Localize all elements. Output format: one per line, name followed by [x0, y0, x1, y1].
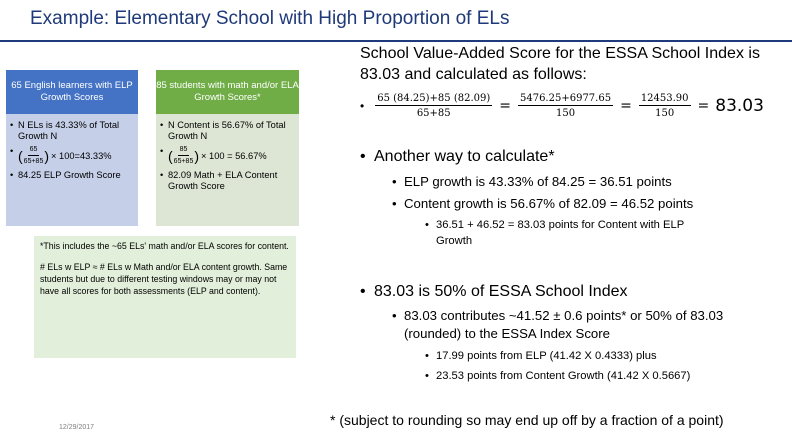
equals-sign: =: [499, 98, 511, 114]
rounding-footnote: * (subject to rounding so may end up off by a fraction of a point): [330, 412, 724, 428]
formula-3-numerator: 12453.90: [640, 93, 689, 104]
formula-result: 83.03: [715, 96, 764, 116]
el-share-item: • N ELs is 43.33% of Total Growth N: [10, 120, 134, 143]
content-score-item: • 82.09 Math + ELA Content Growth Score: [160, 170, 295, 193]
score-formula: [360, 92, 764, 120]
formula-fraction-3: [639, 93, 691, 119]
formula-2-numerator: 5476.25+6977.65: [519, 93, 612, 104]
note-paragraph-1: *This includes the ~65 ELs' math and/or ELA scores for content.: [40, 241, 289, 251]
elp-points-line: • 17.99 points from ELP (41.42 X 0.4333) plus: [436, 350, 657, 362]
sum-line-1: • 36.51 + 46.52 = 83.03 points for Content with ELP: [436, 219, 684, 231]
contribution-line-1: • 83.03 contributes ~41.52 ± 0.6 points* or 50% of 83.03: [404, 308, 723, 323]
formula-bullet: •: [360, 99, 365, 113]
content-fraction-item: • ( $\frac{85}{65+85}$ ) × 100 = 56.67%: [160, 146, 295, 167]
content-frac-result: × 100 = 56.67%: [201, 150, 267, 161]
sum-line-2: Growth: [436, 235, 473, 247]
intro-text: School Value-Added Score for the ESSA School Index is 83.03 and calculated as follows:: [360, 45, 760, 83]
content-frac-den: 65+85: [173, 158, 194, 166]
formula-3-denominator: 150: [655, 108, 675, 119]
content-share-item: • N Content is 56.67% of Total Growth N: [160, 120, 295, 143]
percent-heading: • 83.03 is 50% of ESSA School Index: [374, 283, 628, 301]
slide-title: Example: Elementary School with High Proportion of ELs: [30, 8, 510, 29]
el-frac-result: × 100=43.33%: [51, 150, 112, 161]
equals-sign: =: [697, 98, 710, 114]
contribution-line-2: (rounded) to the ESSA Index Score: [404, 326, 610, 341]
content-card-body: [156, 114, 299, 226]
formula-fraction-2: [518, 93, 613, 119]
formula-1-denominator: 65+85: [416, 108, 451, 119]
formula-1-numerator: 65 (84.25)+85 (82.09): [377, 93, 491, 104]
el-frac-num: 65: [28, 146, 40, 157]
note-paragraph-2: # ELs w ELP ≈ # ELs w Math and/or ELA content growth. Same students but due to different testing windows may or may not have all scores for both assessments (ELP and content).: [40, 261, 288, 296]
elp-score-item: • 84.25 ELP Growth Score: [10, 170, 134, 181]
content-frac-num: 85: [178, 146, 190, 157]
elp-growth-line: • ELP growth is 43.33% of 84.25 = 36.51 points: [404, 174, 672, 189]
el-card-header: 65 English learners with ELP Growth Scores: [6, 70, 138, 114]
footnote-box: [34, 236, 296, 358]
formula-2-denominator: 150: [555, 108, 576, 119]
another-way-heading: • Another way to calculate*: [374, 148, 555, 166]
slide-date: 12/29/2017: [59, 424, 95, 431]
content-card-header: 85 students with math and/or ELA Growth Scores*: [156, 70, 299, 114]
title-divider: [0, 40, 792, 42]
content-points-line: • 23.53 points from Content Growth (41.42 X 0.5667): [436, 370, 690, 382]
el-card-body: [6, 114, 138, 226]
content-growth-line: • Content growth is 56.67% of 82.09 = 46.52 points: [404, 196, 693, 211]
el-frac-den: 65+85: [23, 158, 44, 166]
formula-fraction-1: [375, 93, 492, 119]
el-fraction-item: • ( $\frac{65}{65+85}$ ) × 100=43.33%: [10, 146, 134, 167]
equals-sign: =: [620, 98, 632, 114]
